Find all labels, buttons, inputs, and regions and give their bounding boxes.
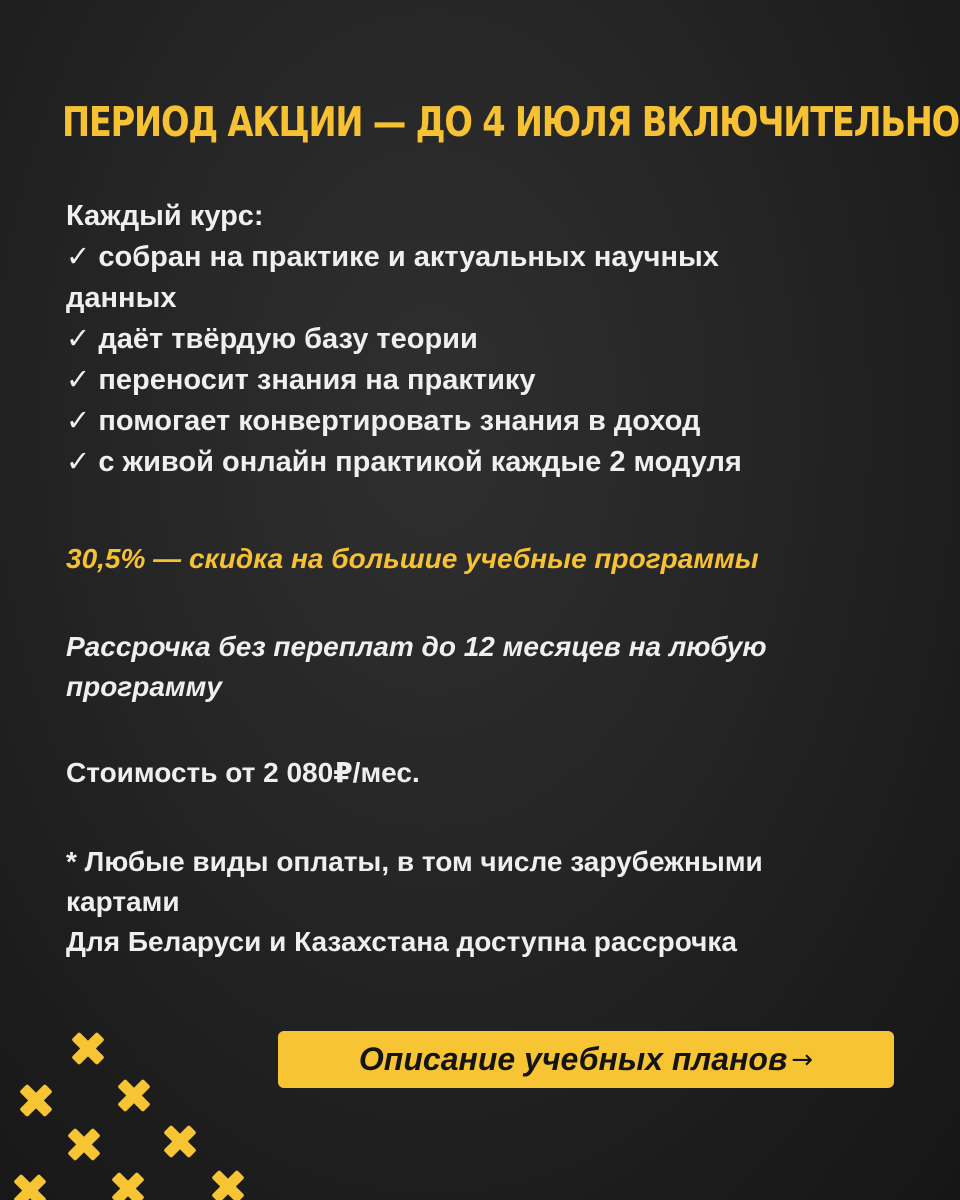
feature-item: ✓ даёт твёрдую базу теории xyxy=(66,319,906,360)
curriculum-button-label: Описание учебных планов xyxy=(358,1041,788,1077)
feature-item: ✓ помогает конвертировать знания в доход xyxy=(66,401,906,442)
price-text: Стоимость от 2 080₽/мес. xyxy=(66,757,420,788)
payment-line: картами xyxy=(66,886,180,917)
payment-info xyxy=(66,842,906,962)
cross-icon xyxy=(116,1077,152,1113)
payment-line: * Любые виды оплаты, в том числе зарубежными xyxy=(66,846,763,877)
page-title: ПЕРИОД АКЦИИ — ДО 4 ИЮЛЯ ВКЛЮЧИТЕЛЬНО xyxy=(62,98,960,146)
payment-line: Для Беларуси и Казахстана доступна рассрочка xyxy=(66,926,737,957)
installment-text xyxy=(66,627,906,707)
discount-text: 30,5% — скидка на большие учебные программы xyxy=(66,543,759,574)
installment-line: Рассрочка без переплат до 12 месяцев на любую xyxy=(66,631,767,662)
feature-item: ✓ собран на практике и актуальных научных xyxy=(66,237,906,278)
cross-icon xyxy=(210,1168,246,1200)
curriculum-button[interactable] xyxy=(278,1031,894,1088)
arrow-right-icon: → xyxy=(791,1044,814,1075)
cross-icon xyxy=(12,1172,48,1200)
cross-icon xyxy=(162,1123,198,1159)
cross-icon xyxy=(70,1030,106,1066)
course-features xyxy=(66,196,906,483)
feature-item: ✓ с живой онлайн практикой каждые 2 модуля xyxy=(66,442,906,483)
cross-icon xyxy=(66,1126,102,1162)
feature-item-continuation: данных xyxy=(66,282,177,314)
installment-line: программу xyxy=(66,671,222,702)
cross-icon xyxy=(110,1170,146,1200)
feature-item: ✓ переносит знания на практику xyxy=(66,360,906,401)
cross-icon xyxy=(18,1082,54,1118)
features-title: Каждый курс: xyxy=(66,200,264,232)
